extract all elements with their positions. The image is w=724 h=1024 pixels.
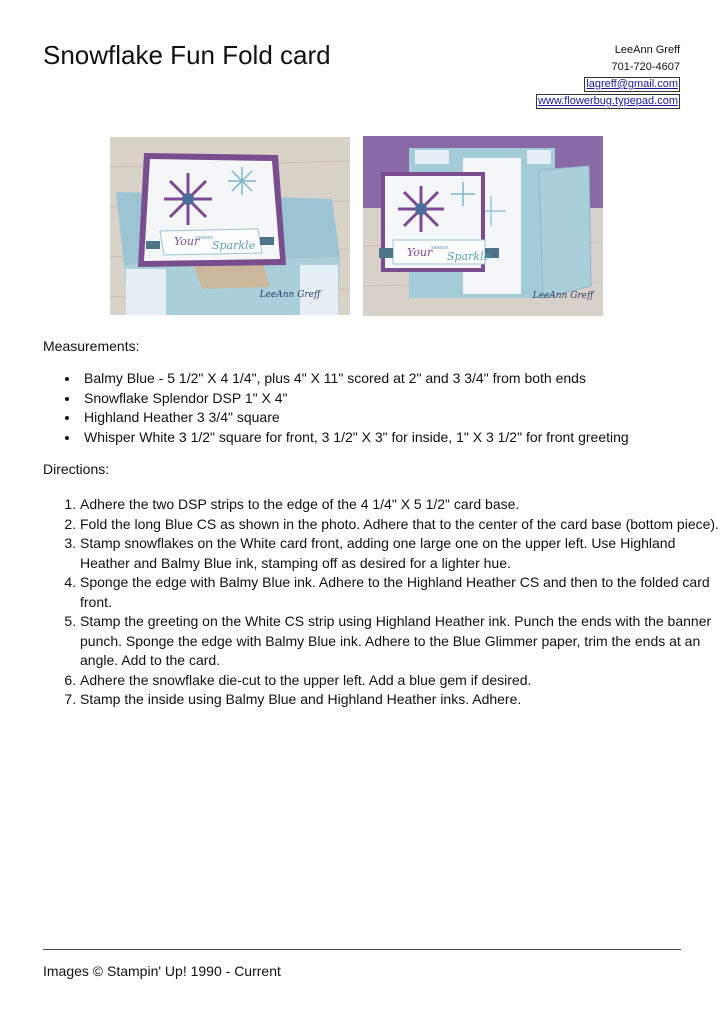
website-link[interactable]: www.flowerbug.typepad.com	[537, 95, 678, 107]
page-title: Snowflake Fun Fold card	[43, 40, 331, 70]
card-photo-front	[110, 137, 350, 315]
list-item: • Highland Heather 3 3/4" square	[80, 408, 720, 428]
measurements-list	[43, 369, 720, 447]
greeting-text: Sparkle	[447, 250, 491, 263]
directions-list	[43, 495, 720, 710]
list-item: 1. Adhere the two DSP strips to the edge of the 4 1/4" X 5 1/2" card base.	[80, 495, 720, 515]
list-item: 5. Stamp the greeting on the White CS strip using Highland Heather ink. Punch the ends with the banner punch. Sponge the edge with Balmy Blue ink. Adhere to the Blue Glimmer paper, trim the ends at an angle. Add to the card.	[80, 612, 720, 671]
list-item: 3. Stamp snowflakes on the White card front, adding one large one on the upper left. Use Highland Heather and Balmy Blue ink, stamping off as desired for a lighter hue.	[80, 534, 720, 573]
list-item: • Balmy Blue - 5 1/2" X 4 1/4", plus 4" X 11" scored at 2" and 3 3/4" from both ends	[80, 369, 720, 389]
greeting-text: season	[431, 245, 449, 251]
watermark-text: LeeAnn Greff	[259, 290, 321, 300]
copyright-text: Images © Stampin' Up! 1990 - Current	[43, 963, 281, 979]
list-item: 6. Adhere the snowflake die-cut to the upper left. Add a blue gem if desired.	[80, 671, 720, 691]
list-item: • Whisper White 3 1/2" square for front, 3 1/2" X 3" for inside, 1" X 3 1/2" for front greeting	[80, 428, 720, 448]
watermark-text: LeeAnn Greff	[532, 291, 594, 301]
card-photo-open	[363, 136, 603, 316]
list-item: 2. Fold the long Blue CS as shown in the photo. Adhere that to the center of the card base (bottom piece).	[80, 515, 720, 535]
greeting-text: season	[196, 235, 214, 241]
footer-divider	[43, 949, 681, 950]
greeting-text: Your	[174, 235, 200, 248]
list-item: 7. Stamp the inside using Balmy Blue and Highland Heather inks. Adhere.	[80, 690, 720, 710]
greeting-text: Sparkle	[212, 239, 256, 252]
directions-heading: Directions:	[43, 461, 110, 477]
greeting-text: Your	[407, 246, 433, 259]
contact-block	[536, 42, 680, 110]
author-phone: 701-720-4607	[611, 61, 680, 73]
list-item: 4. Sponge the edge with Balmy Blue ink. Adhere to the Highland Heather CS and then to the folded card front.	[80, 573, 720, 612]
measurements-heading: Measurements:	[43, 338, 140, 354]
list-item: • Snowflake Splendor DSP 1" X 4"	[80, 389, 720, 409]
email-link[interactable]: lagreff@gmail.com	[586, 78, 678, 90]
author-name: LeeAnn Greff	[614, 44, 680, 56]
